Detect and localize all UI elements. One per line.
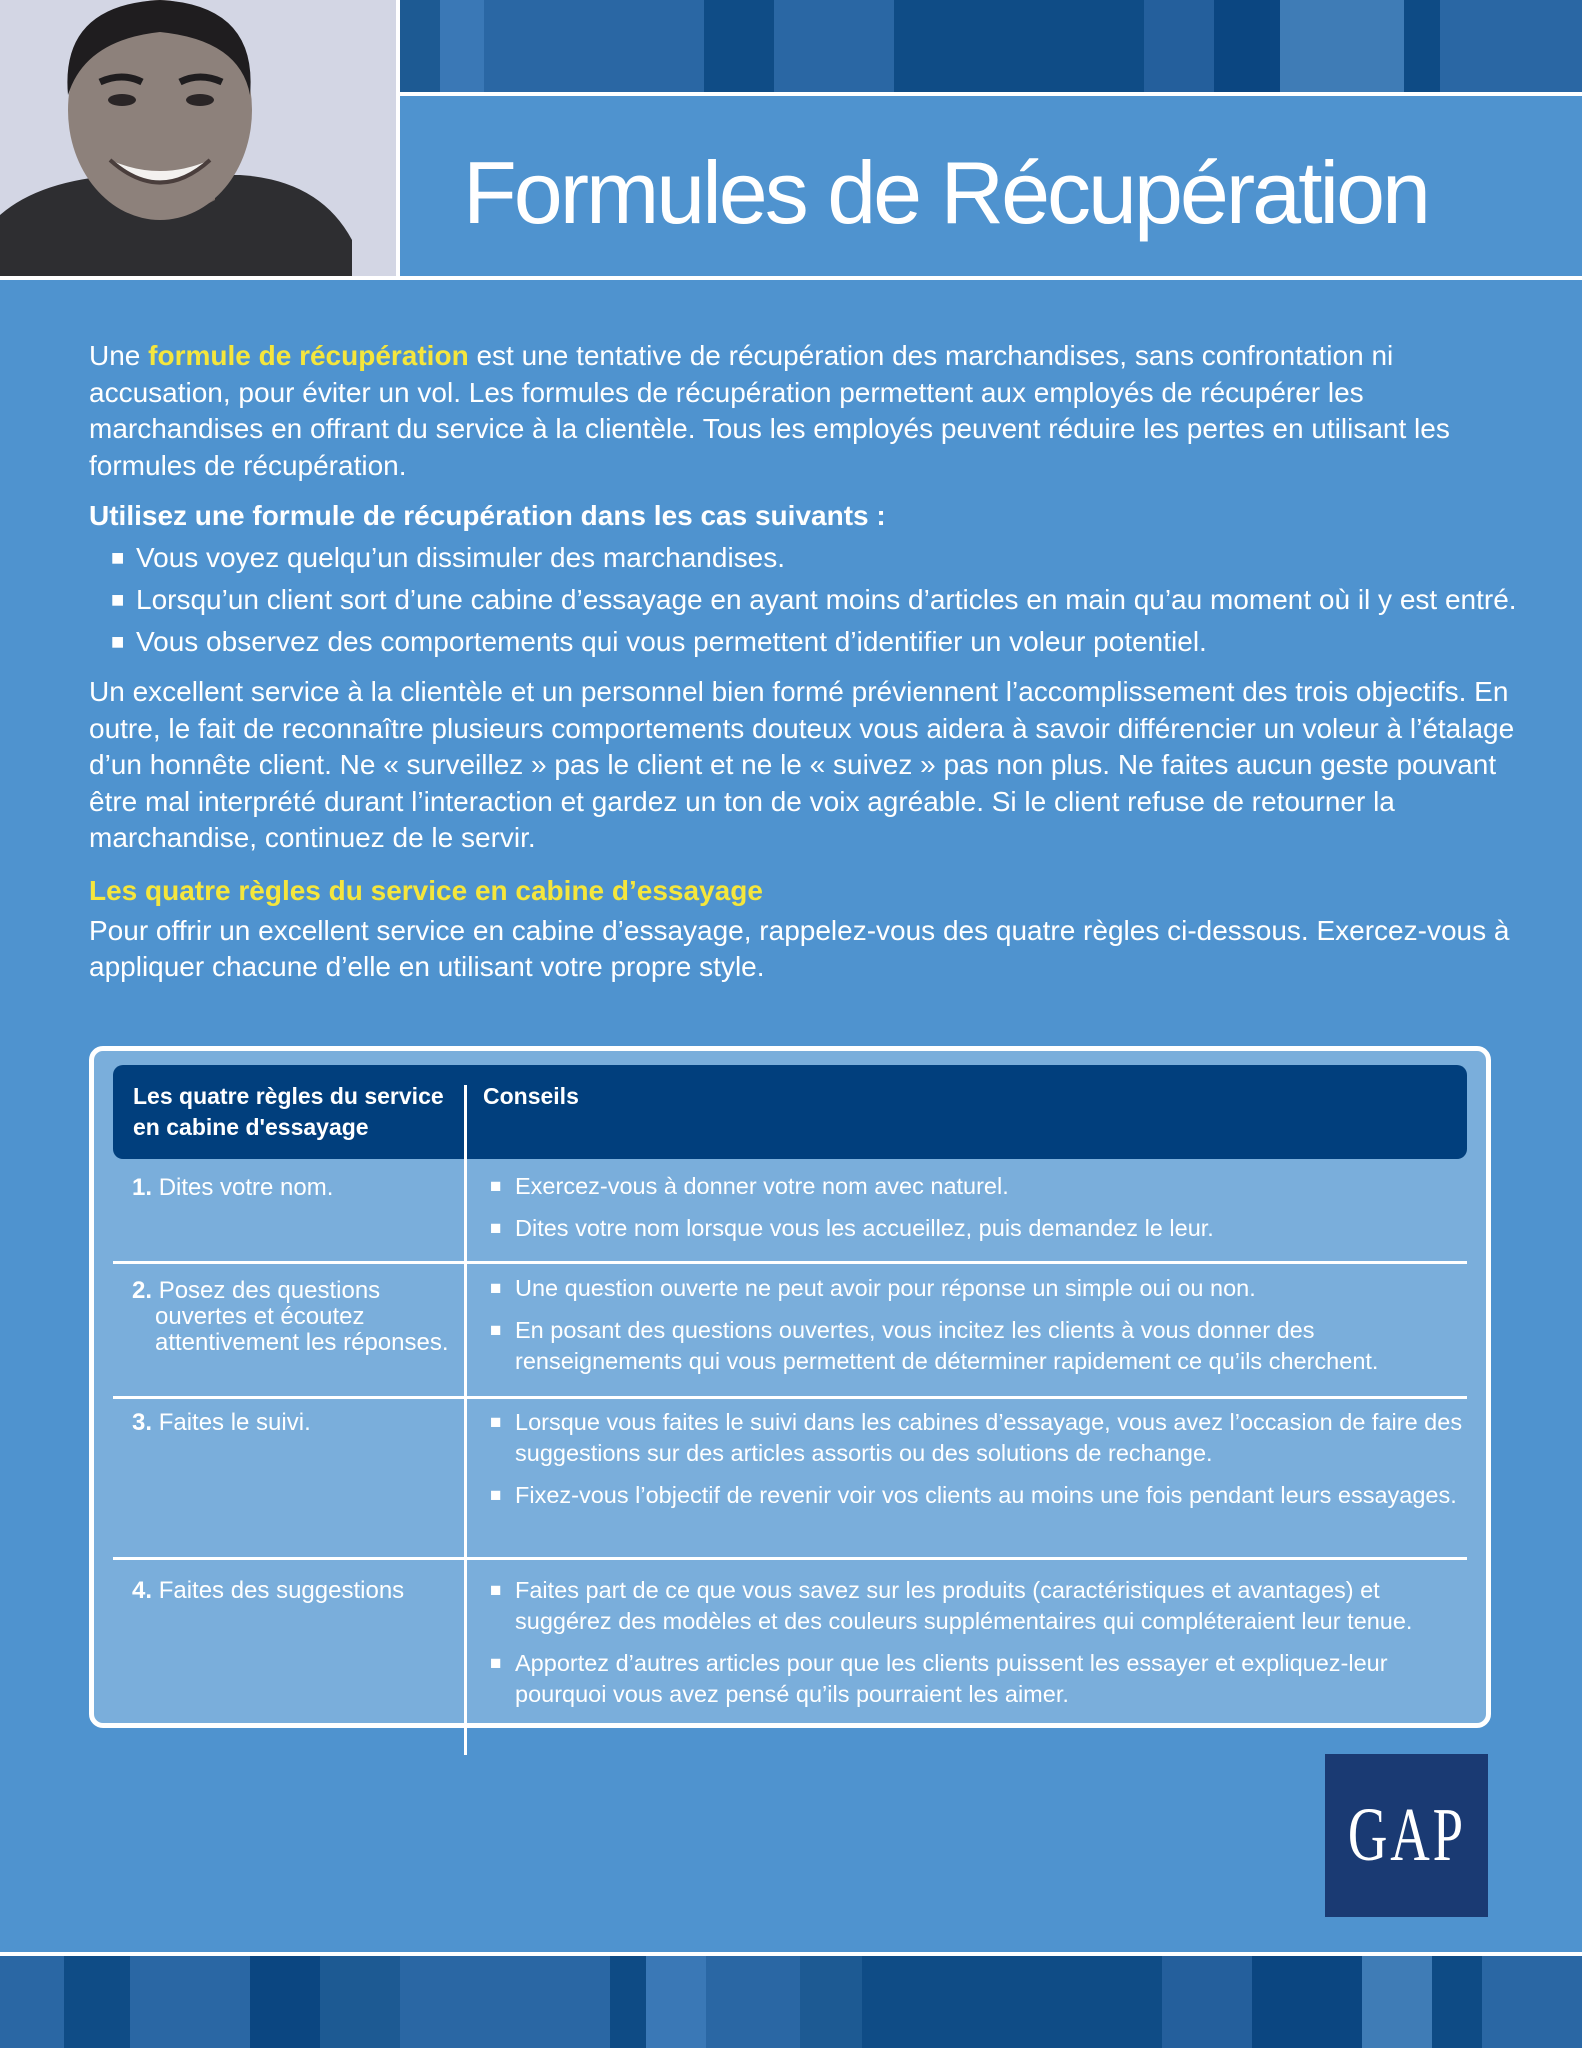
page-title: Formules de Récupération	[463, 143, 1428, 242]
header-photo	[0, 0, 396, 276]
intro-prefix: Une	[89, 340, 149, 371]
intro-highlight: formule de récupération	[148, 340, 469, 371]
column-divider	[464, 1085, 467, 1755]
tip-item: ■ Faites part de ce que vous savez sur les produits (caractéristiques et avantages) et suggérez des modèles et des couleurs supplémentaires qui compléteraient leur tenue.	[490, 1575, 1480, 1637]
intro-rest: est une tentative de récupération des marchandises, sans confrontation ni accusation, pour éviter un vol. Les formules de récupération permettent aux employés de récupérer les marchandises en offrant du service à la clientèle. Tous les employés peuvent réduire les pertes en utilisant les formules de récupération.	[89, 340, 1450, 481]
tip-item: ■ Exercez-vous à donner votre nom avec naturel.	[490, 1171, 1480, 1202]
rule-text: Dites votre nom.	[158, 1174, 334, 1201]
table-row-rule	[132, 1278, 455, 1356]
row-divider	[113, 1261, 1467, 1264]
table-header	[113, 1065, 1467, 1159]
header-divider-horizontal	[0, 276, 1582, 280]
cases-heading: Utilisez une formule de récupération dans les cas suivants :	[89, 500, 886, 531]
intro-paragraph	[89, 338, 1519, 484]
gap-logo-text: GAP	[1347, 1793, 1466, 1877]
tip-item: ■ Dites votre nom lorsque vous les accueillez, puis demandez le leur.	[490, 1213, 1480, 1244]
cases-item: ■ Vous observez des comportements qui vous permettent d’identifier un voleur potentiel.	[89, 624, 1519, 660]
table-row-rule	[132, 1410, 432, 1436]
rule-number: 4.	[132, 1577, 153, 1604]
rule-text: Faites des suggestions	[158, 1577, 405, 1604]
rule-text: Faites le suivi.	[158, 1409, 311, 1436]
row-divider	[113, 1557, 1467, 1560]
table-row-tips	[490, 1407, 1480, 1522]
rules-heading: Les quatre règles du service en cabine d’essayage	[89, 874, 763, 906]
rule-number: 3.	[132, 1409, 153, 1436]
table-row-tips	[490, 1575, 1480, 1721]
rules-table	[89, 1046, 1491, 1728]
tip-item: ■ Lorsque vous faites le suivi dans les cabines d’essayage, vous avez l’occasion de faire des suggestions sur des articles assortis ou des solutions de rechange.	[490, 1407, 1480, 1469]
tip-item: ■ Apportez d’autres articles pour que les clients puissent les essayer et expliquez-leur pourquoi vous avez pensé qu’ils pourraient les aimer.	[490, 1648, 1480, 1710]
table-row-rule	[132, 1578, 432, 1604]
table-row-rule	[132, 1175, 432, 1201]
cases-item: ■ Vous voyez quelqu’un dissimuler des marchandises.	[89, 540, 1519, 576]
cases-list	[89, 540, 1519, 660]
rule-number: 1.	[132, 1174, 153, 1201]
service-paragraph: Un excellent service à la clientèle et un personnel bien formé préviennent l’accomplissement des trois objectifs. En outre, le fait de reconnaître plusieurs comportements douteux vous aidera à savoir différencier un voleur à l’étalage d’un honnête client. Ne « surveillez » pas le client et ne le « suivez » pas non plus. Ne faites aucun geste pouvant être mal interprété durant l’interaction et gardez un ton de voix agréable. Si le client refuse de retourner la marchandise, continuez de le servir.	[89, 676, 1515, 853]
man-portrait-photo	[0, 0, 396, 276]
bottom-stripe-band	[0, 1956, 1582, 2048]
top-stripe-band	[400, 0, 1582, 92]
table-header-tips: Conseils	[483, 1083, 579, 1109]
tip-item: ■ En posant des questions ouvertes, vous incitez les clients à vous donner des renseignements qui vous permettent de déterminer rapidement ce qu’ils cherchent.	[490, 1315, 1480, 1377]
row-divider	[113, 1396, 1467, 1399]
cases-item: ■ Lorsqu’un client sort d’une cabine d’essayage en ayant moins d’articles en main qu’au moment où il y est entré.	[89, 582, 1519, 618]
rule-text: Posez des questions ouvertes et écoutez attentivement les réponses.	[155, 1277, 449, 1356]
table-row-tips	[490, 1273, 1480, 1388]
gap-logo	[1325, 1754, 1488, 1917]
table-row-tips	[490, 1171, 1480, 1255]
title-area	[400, 96, 1582, 276]
main-content	[89, 338, 1519, 986]
tip-item: ■ Fixez-vous l’objectif de revenir voir vos clients au moins une fois pendant leurs essayages.	[490, 1480, 1480, 1511]
table-header-rules: Les quatre règles du service en cabine d'essayage	[133, 1083, 444, 1140]
tip-item: ■ Une question ouverte ne peut avoir pour réponse un simple oui ou non.	[490, 1273, 1480, 1304]
rules-intro: Pour offrir un excellent service en cabine d’essayage, rappelez-vous des quatre règles ci-dessous. Exercez-vous à appliquer chacune d’elle en utilisant votre propre style.	[89, 914, 1510, 982]
rule-number: 2.	[132, 1277, 153, 1304]
